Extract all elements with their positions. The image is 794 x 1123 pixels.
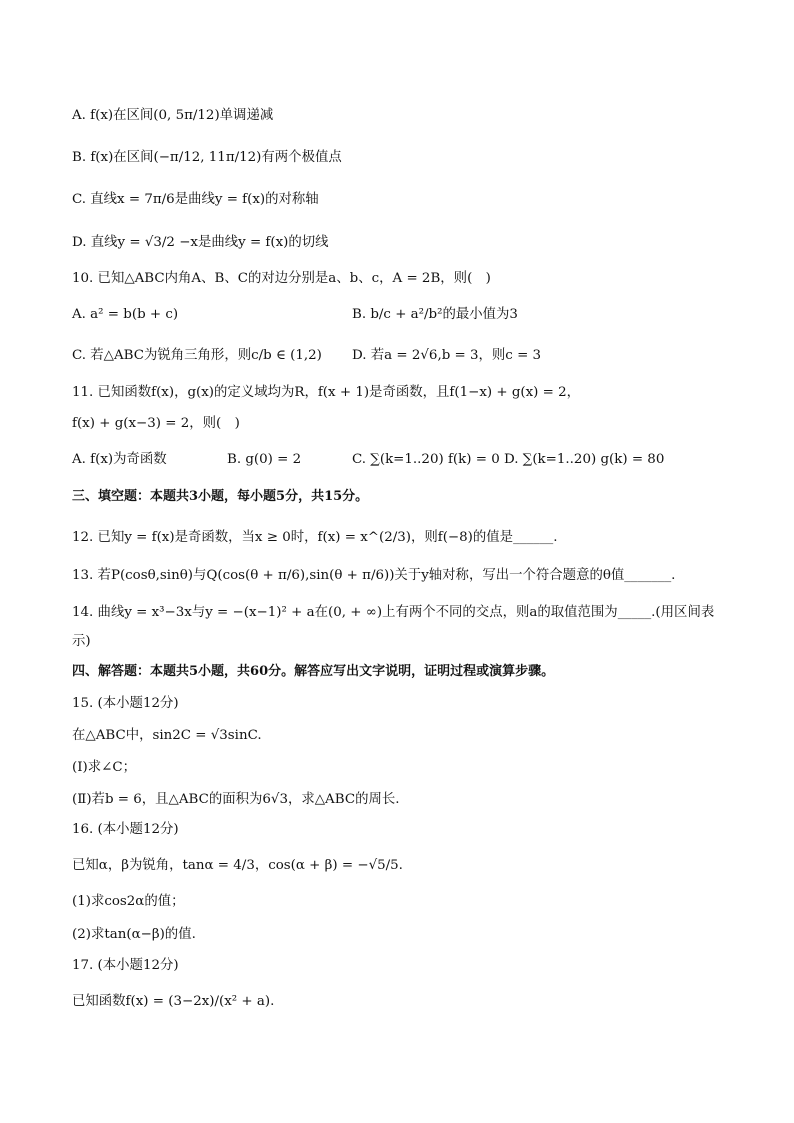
question-12: 12. 已知y = f(x)是奇函数，当x ≥ 0时，f(x) = x^(2/3)，则f(−8)的值是______. — [72, 530, 558, 545]
q11-option-c: C. ∑(k=1..20) f(k) = 0 — [352, 452, 500, 467]
q9-option-c: C. 直线x = 7π/6是曲线y = f(x)的对称轴 — [72, 192, 319, 207]
question-15-part-1: (Ⅰ)求∠C； — [72, 760, 136, 775]
question-15-part-2: (Ⅱ)若b = 6，且△ABC的面积为6√3，求△ABC的周长. — [72, 792, 400, 807]
question-16-stem: 已知α，β为锐角，tanα = 4/3，cos(α + β) = −√5/5. — [72, 858, 403, 873]
section-3-heading: 三、填空题：本题共3小题，每小题5分，共15分。 — [72, 489, 369, 504]
section-4-heading: 四、解答题：本题共5小题，共60分。解答应写出文字说明，证明过程或演算步骤。 — [72, 664, 555, 679]
q9-option-d: D. 直线y = √3/2 −x是曲线y = f(x)的切线 — [72, 235, 329, 250]
question-16-part-2: (2)求tan(α−β)的值. — [72, 927, 196, 942]
question-11-line-2: f(x) + g(x−3) = 2，则( ) — [72, 416, 240, 431]
q11-option-b: B. g(0) = 2 — [227, 452, 302, 467]
question-16-part-1: (1)求cos2α的值； — [72, 894, 185, 909]
q11-option-a: A. f(x)为奇函数 — [72, 452, 167, 467]
q9-option-a: A. f(x)在区间(0, 5π/12)单调递减 — [72, 108, 274, 123]
q10-option-b: B. b/c + a²/b²的最小值为3 — [352, 307, 518, 322]
question-14-line-2: 示) — [72, 634, 91, 649]
question-11-line-1: 11. 已知函数f(x)，g(x)的定义域均为R，f(x + 1)是奇函数，且f(1−x) + g(x) = 2， — [72, 385, 581, 400]
q11-option-d: D. ∑(k=1..20) g(k) = 80 — [504, 452, 665, 467]
question-16-heading: 16. (本小题12分) — [72, 822, 179, 837]
question-13: 13. 若P(cosθ,sinθ)与Q(cos(θ + π/6),sin(θ + π/6))关于y轴对称，写出一个符合题意的θ值_______. — [72, 568, 676, 583]
q10-option-a: A. a² = b(b + c) — [72, 307, 179, 322]
q10-option-d: D. 若a = 2√6,b = 3，则c = 3 — [352, 348, 542, 363]
question-14-line-1: 14. 曲线y = x³−3x与y = −(x−1)² + a在(0, + ∞)上有两个不同的交点，则a的取值范围为_____.(用区间表 — [72, 605, 715, 620]
question-10: 10. 已知△ABC内角A、B、C的对边分别是a、b、c，A = 2B，则( ) — [72, 271, 491, 286]
question-15-stem: 在△ABC中，sin2C = √3sinC. — [72, 728, 262, 743]
question-17-stem: 已知函数f(x) = (3−2x)/(x² + a). — [72, 994, 275, 1009]
q10-option-c: C. 若△ABC为锐角三角形，则c/b ∈ (1,2) — [72, 348, 322, 363]
question-17-heading: 17. (本小题12分) — [72, 958, 179, 973]
question-15-heading: 15. (本小题12分) — [72, 696, 179, 711]
q9-option-b: B. f(x)在区间(−π/12, 11π/12)有两个极值点 — [72, 150, 342, 165]
